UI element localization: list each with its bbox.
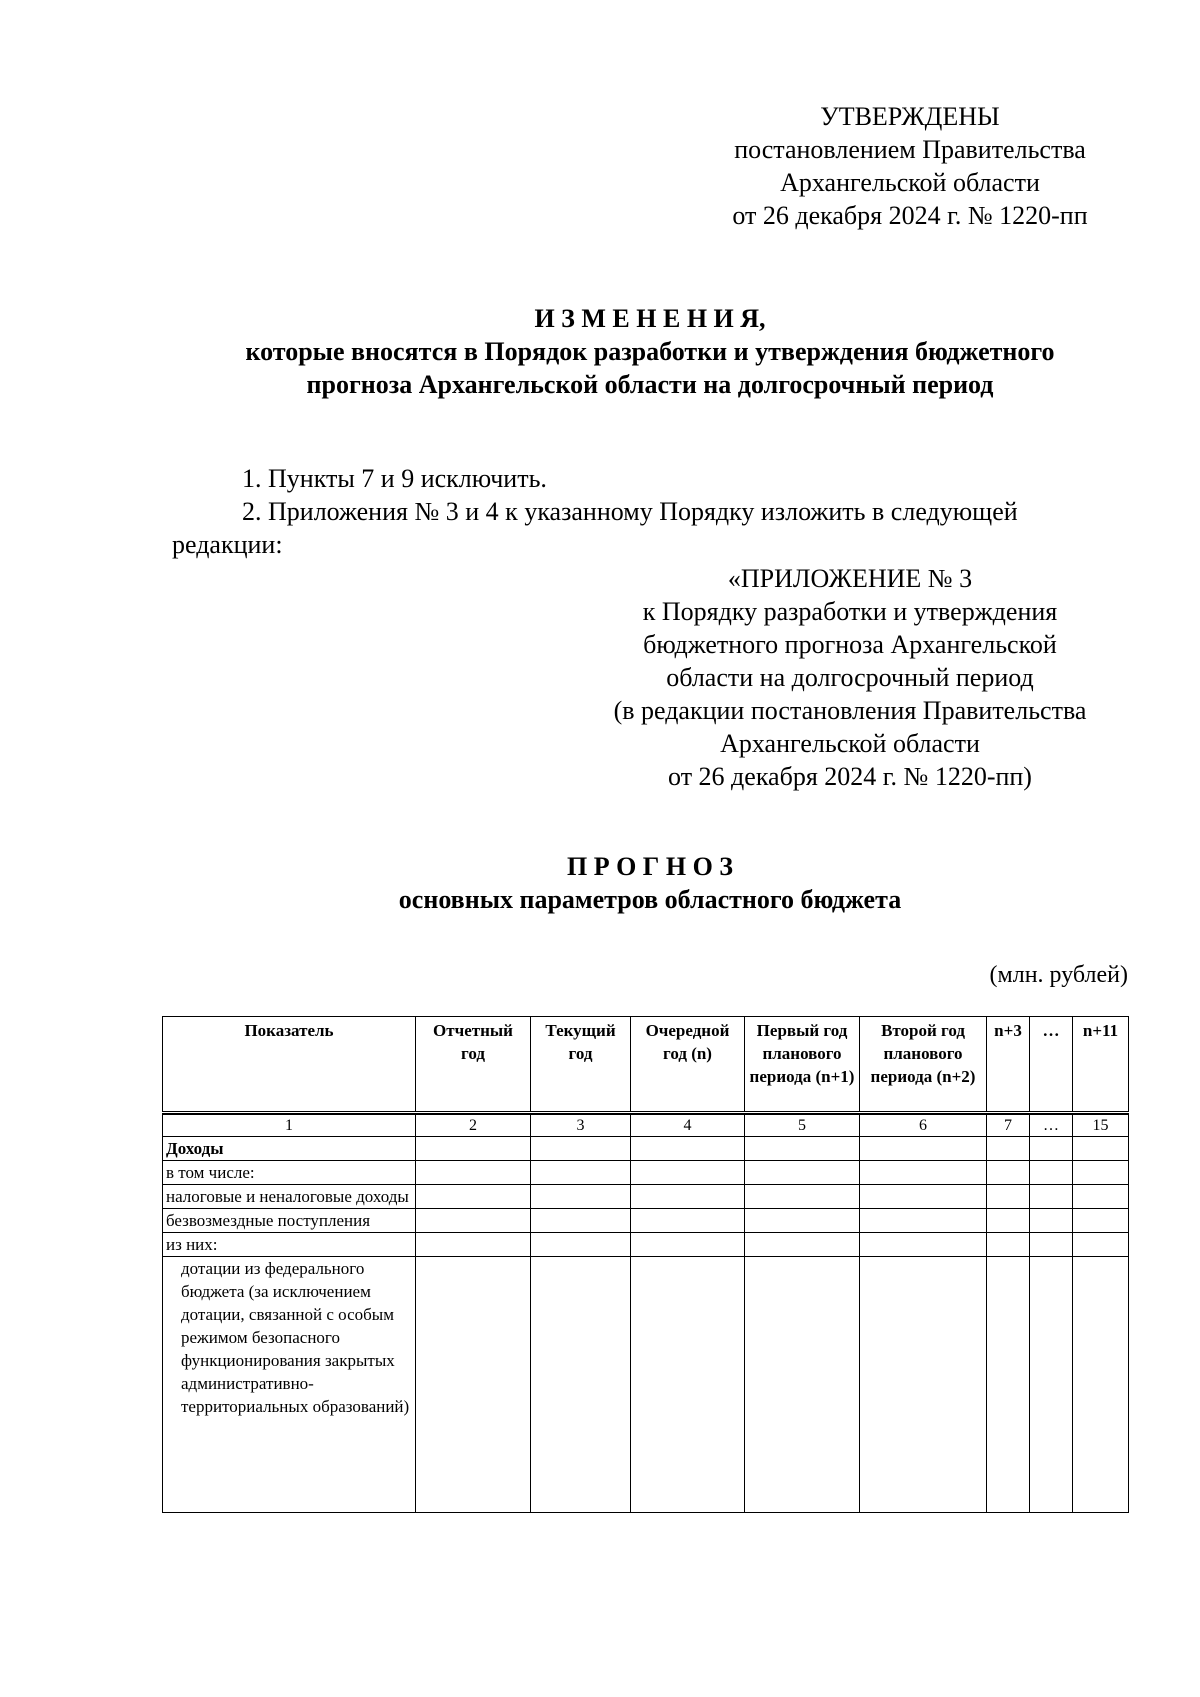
appendix-line-3: бюджетного прогноза Архангельской xyxy=(643,630,1057,659)
table-row xyxy=(163,1185,1129,1209)
appendix-line-1: «ПРИЛОЖЕНИЕ № 3 xyxy=(727,564,973,593)
units-label: (млн. рублей) xyxy=(989,962,1128,988)
row-label-tax-revenue: налоговые и неналоговые доходы xyxy=(163,1185,416,1209)
forecast-title xyxy=(150,850,1150,916)
paragraph-2-text: 2. Приложения № 3 и 4 к указанному Порядку изложить в следующей xyxy=(242,497,1018,526)
header-current-year: Текущий год xyxy=(531,1017,631,1113)
col-number: … xyxy=(1030,1115,1073,1137)
col-number: 3 xyxy=(531,1115,631,1137)
header-next-year: Очередной год (n) xyxy=(631,1017,745,1113)
forecast-subtitle: основных параметров областного бюджета xyxy=(398,885,902,914)
appendix-header xyxy=(570,562,1130,793)
row-label-federal-grants: дотации из федерального бюджета (за исключением дотации, связанной с особым режимом безопасного функционирования закрытых административно-территориальных образований) xyxy=(163,1257,416,1513)
row-label-gratuitous: безвозмездные поступления xyxy=(163,1209,416,1233)
header-plan-year-1: Первый год планового периода (n+1) xyxy=(745,1017,860,1113)
approval-stamp xyxy=(700,100,1120,232)
changes-subtitle-2: прогноза Архангельской области на долгосрочный период xyxy=(306,370,994,399)
appendix-line-5: (в редакции постановления Правительства xyxy=(613,696,1087,725)
table-row xyxy=(163,1161,1129,1185)
appendix-line-2: к Порядку разработки и утверждения xyxy=(642,597,1058,626)
approval-line-1: УТВЕРЖДЕНЫ xyxy=(820,102,1000,131)
header-plan-year-2: Второй год планового периода (n+2) xyxy=(860,1017,987,1113)
approval-line-3: Архангельской области xyxy=(780,168,1040,197)
table-header-row xyxy=(163,1017,1129,1113)
col-number: 5 xyxy=(745,1115,860,1137)
approval-line-4: от 26 декабря 2024 г. № 1220-пп xyxy=(732,201,1088,230)
col-number: 1 xyxy=(163,1115,416,1137)
header-ellipsis: … xyxy=(1030,1017,1073,1113)
changes-subtitle-1: которые вносятся в Порядок разработки и утверждения бюджетного xyxy=(245,337,1055,366)
table-row xyxy=(163,1257,1129,1513)
col-number: 15 xyxy=(1073,1115,1129,1137)
forecast-table xyxy=(162,1016,1129,1513)
header-indicator: Показатель xyxy=(163,1017,416,1113)
appendix-line-4: области на долгосрочный период xyxy=(666,663,1034,692)
paragraph-1-text: 1. Пункты 7 и 9 исключить. xyxy=(242,464,547,493)
col-number: 2 xyxy=(416,1115,531,1137)
table-row xyxy=(163,1209,1129,1233)
approval-line-2: постановлением Правительства xyxy=(734,135,1086,164)
paragraph-2-continuation: редакции: xyxy=(172,530,283,559)
header-n3: n+3 xyxy=(987,1017,1030,1113)
row-label-including: в том числе: xyxy=(163,1161,416,1185)
column-number-row xyxy=(163,1115,1129,1137)
paragraph-1 xyxy=(172,462,1128,495)
header-reporting-year: Отчетный год xyxy=(416,1017,531,1113)
paragraph-2 xyxy=(172,495,1128,561)
row-label-income: Доходы xyxy=(163,1137,416,1161)
changes-heading: И З М Е Н Е Н И Я, xyxy=(534,304,766,333)
table-row xyxy=(163,1137,1129,1161)
forecast-heading: П Р О Г Н О З xyxy=(566,852,734,881)
col-number: 4 xyxy=(631,1115,745,1137)
changes-title xyxy=(150,302,1150,401)
appendix-line-6: Архангельской области xyxy=(720,729,980,758)
header-n11: n+11 xyxy=(1073,1017,1129,1113)
col-number: 7 xyxy=(987,1115,1030,1137)
col-number: 6 xyxy=(860,1115,987,1137)
appendix-line-7: от 26 декабря 2024 г. № 1220-пп) xyxy=(668,762,1032,791)
row-label-of-which: из них: xyxy=(163,1233,416,1257)
table-row xyxy=(163,1233,1129,1257)
